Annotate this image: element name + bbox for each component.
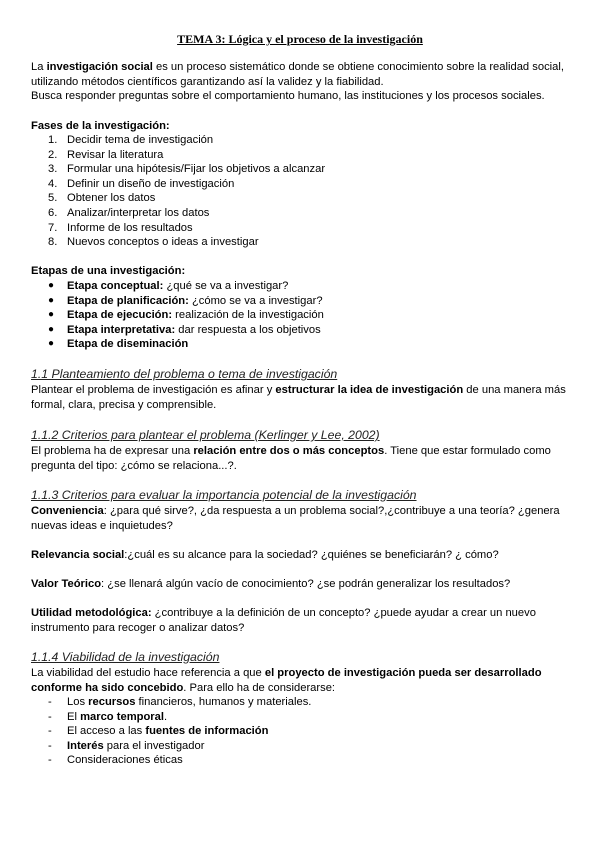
list-item	[48, 162, 568, 177]
relevancia-paragraph	[31, 548, 571, 563]
valor-paragraph	[31, 577, 571, 592]
list-item	[48, 710, 568, 725]
dash-marker: -	[48, 725, 52, 738]
etapa-label: Etapa de planificación:	[67, 294, 189, 307]
item-post: para el investigador	[103, 739, 205, 752]
section-heading-1-1: 1.1 Planteamiento del problema o tema de investigación	[31, 367, 338, 381]
list-item	[48, 695, 568, 710]
section-heading-1-1-4: 1.1.4 Viabilidad de la investigación	[31, 650, 220, 664]
s11-rest: de una manera más formal, clara, precisa y comprensible.	[31, 384, 566, 411]
dash-marker: -	[48, 754, 52, 767]
etapa-text: realización de la investigación	[172, 309, 324, 322]
etapa-text: dar respuesta a los objetivos	[175, 323, 321, 336]
item-pre: El	[67, 710, 81, 723]
list-number: 6.	[48, 206, 58, 219]
list-item-text: Obtener los datos	[67, 192, 156, 205]
utilidad-paragraph	[31, 606, 571, 635]
dash-marker: -	[48, 696, 52, 708]
item-pre: Los	[67, 696, 89, 708]
intro-line2: Busca responder preguntas sobre el comportamiento humano, las instituciones y los procesos sociales.	[31, 90, 545, 102]
intro-rest: es un proceso sistemático donde se obtiene conocimiento sobre la realidad social, utilizando métodos científicos garantizando así la validez y la fiabilidad.	[31, 61, 564, 88]
section-heading-1-1-3: 1.1.3 Criterios para evaluar la importancia potencial de la investigación	[31, 488, 417, 502]
item-bold: fuentes de información	[145, 725, 269, 738]
etapas-heading: Etapas de una investigación:	[31, 265, 186, 277]
item-pre: Consideraciones éticas	[67, 754, 183, 767]
item-bold: recursos	[88, 696, 136, 708]
s114-lead: La viabilidad del estudio hace referencia a que	[31, 667, 265, 679]
bullet-marker: ●	[48, 280, 55, 291]
utilidad-text: ¿contribuye a la definición de un concepto? ¿puede ayudar a crear un nuevo instrumento para recoger o analizar datos?	[31, 607, 536, 634]
s11-bold: estructurar la idea de investigación	[275, 384, 464, 396]
list-item	[48, 133, 568, 148]
intro-lead: La	[31, 61, 47, 73]
bullet-marker: ●	[48, 323, 55, 335]
s112-rest: . Tiene que estar formulado como pregunta del tipo: ¿cómo se relaciona...?.	[31, 445, 551, 472]
item-post: .	[164, 710, 168, 723]
dash-marker: -	[48, 739, 52, 752]
relevancia-text: :¿cuál es su alcance para la sociedad? ¿quiénes se beneficiarán? ¿ cómo?	[124, 549, 499, 561]
list-item	[48, 191, 568, 206]
s112-bold: relación entre dos o más conceptos	[193, 445, 385, 457]
document-title: TEMA 3: Lógica y el proceso de la investigación	[177, 32, 423, 46]
list-item	[48, 235, 568, 250]
list-item	[48, 148, 568, 163]
list-item	[48, 739, 568, 754]
section-1-1-4-paragraph	[31, 666, 571, 695]
etapa-label: Etapa interpretativa:	[67, 323, 176, 336]
list-item-text: Informe de los resultados	[67, 221, 193, 234]
viabilidad-list	[48, 695, 568, 768]
s112-lead: El problema ha de expresar una	[31, 445, 194, 457]
etapa-label: Etapa conceptual:	[67, 280, 164, 292]
conveniencia-paragraph	[31, 504, 571, 533]
list-item	[48, 308, 568, 323]
list-item	[48, 279, 568, 294]
item-bold: marco temporal	[80, 710, 164, 723]
list-number: 7.	[48, 221, 58, 234]
item-post: financieros, humanos y materiales.	[135, 696, 312, 708]
list-item	[48, 724, 568, 739]
list-item-text: Decidir tema de investigación	[67, 134, 214, 146]
list-item-text: Definir un diseño de investigación	[67, 177, 235, 190]
list-item	[48, 294, 568, 309]
etapa-text: ¿qué se va a investigar?	[163, 280, 289, 292]
list-item	[48, 221, 568, 236]
section-1-1-2-paragraph	[31, 444, 571, 473]
conveniencia-text: : ¿para qué sirve?, ¿da respuesta a un problema social?,¿contribuye a una teoría? ¿genera nuevas ideas e inquietudes?	[31, 505, 560, 532]
section-1-1-paragraph	[31, 383, 571, 412]
etapa-label: Etapa de ejecución:	[67, 309, 173, 322]
list-item	[48, 753, 568, 768]
intro-term: investigación social	[46, 61, 153, 73]
list-item-text: Revisar la literatura	[67, 148, 164, 161]
item-bold: Interés	[67, 739, 104, 752]
s114-bold: el proyecto de investigación pueda ser desarrollado conforme ha sido concebido	[31, 667, 542, 694]
list-number: 1.	[48, 134, 58, 146]
bullet-marker: ●	[48, 309, 55, 321]
utilidad-label: Utilidad metodológica:	[31, 607, 152, 619]
relevancia-label: Relevancia social	[31, 549, 125, 561]
item-pre: El acceso a las	[67, 725, 146, 738]
list-number: 8.	[48, 236, 58, 249]
valor-label: Valor Teórico	[31, 578, 102, 590]
valor-text: : ¿se llenará algún vacío de conocimiento? ¿se podrán generalizar los resultados?	[101, 578, 511, 590]
list-item-text: Nuevos conceptos o ideas a investigar	[67, 236, 259, 249]
conveniencia-label: Conveniencia	[31, 505, 104, 517]
list-item	[48, 323, 568, 338]
etapa-text: ¿cómo se va a investigar?	[188, 294, 323, 307]
intro-paragraph	[31, 60, 571, 89]
list-item-text: Analizar/interpretar los datos	[67, 206, 210, 219]
list-number: 2.	[48, 148, 58, 161]
s114-rest: . Para ello ha de considerarse:	[183, 681, 336, 694]
s11-lead: Plantear el problema de investigación es afinar y	[31, 384, 276, 396]
fases-list	[48, 133, 568, 250]
list-number: 4.	[48, 177, 58, 190]
etapas-list	[48, 279, 568, 352]
list-number: 3.	[48, 163, 58, 176]
list-item	[48, 177, 568, 192]
fases-heading: Fases de la investigación:	[31, 120, 170, 132]
section-heading-1-1-2: 1.1.2 Criterios para plantear el problema (Kerlinger y Lee, 2002)	[31, 428, 380, 442]
list-item-text: Formular una hipótesis/Fijar los objetivos a alcanzar	[67, 163, 326, 176]
etapa-label: Etapa de diseminación	[67, 338, 189, 351]
bullet-marker: ●	[48, 338, 55, 350]
list-number: 5.	[48, 192, 58, 205]
list-item	[48, 206, 568, 221]
bullet-marker: ●	[48, 294, 55, 306]
dash-marker: -	[48, 710, 52, 723]
list-item	[48, 337, 568, 352]
